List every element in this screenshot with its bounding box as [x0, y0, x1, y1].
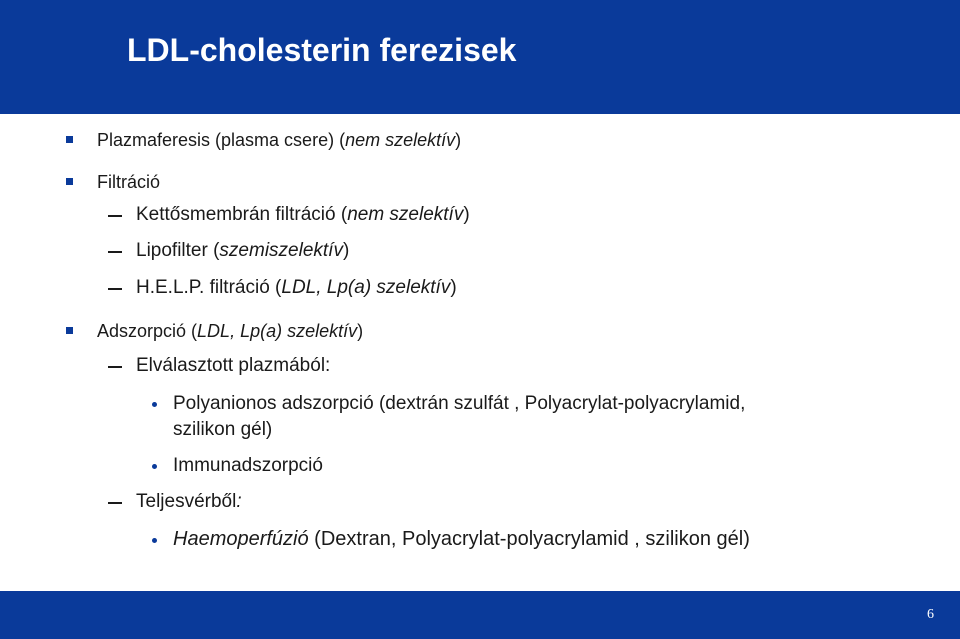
- subsubbullet-continuation: szilikon gél): [173, 419, 273, 440]
- subsubbullet-text: Immunadszorpció: [173, 455, 323, 476]
- dot-bullet-icon: [152, 402, 157, 407]
- bullet-text: Plazmaferesis (plasma csere) (nem szelektív): [97, 130, 462, 150]
- subbullet-text: Lipofilter (szemiszelektív): [136, 240, 350, 261]
- square-bullet-icon: [66, 178, 73, 185]
- page-number: 6: [927, 607, 934, 622]
- subsubbullet-text: Polyanionos adszorpció (dextrán szulfát , Polyacrylat-polyacrylamid,: [173, 393, 746, 414]
- subbullet-text: Kettősmembrán filtráció (nem szelektív): [136, 204, 470, 225]
- bullet-text: Adszorpció (LDL, Lp(a) szelektív): [97, 321, 364, 341]
- footer-bar: [0, 591, 960, 639]
- subbullet-text: H.E.L.P. filtráció (LDL, Lp(a) szelektív): [136, 277, 457, 298]
- square-bullet-icon: [66, 136, 73, 143]
- square-bullet-icon: [66, 327, 73, 334]
- subsubbullet-text: Haemoperfúzió (Dextran, Polyacrylat-polyacrylamid , szilikon gél): [173, 528, 750, 550]
- dash-bullet-icon: [108, 288, 122, 290]
- dash-bullet-icon: [108, 366, 122, 368]
- subbullet-text: Elválasztott plazmából:: [136, 355, 331, 376]
- slide-title: LDL-cholesterin ferezisek: [127, 32, 517, 68]
- subbullet-text: Teljesvérből:: [136, 491, 242, 512]
- title-bar: [0, 0, 960, 114]
- dot-bullet-icon: [152, 538, 157, 543]
- dash-bullet-icon: [108, 251, 122, 253]
- dash-bullet-icon: [108, 502, 122, 504]
- dash-bullet-icon: [108, 215, 122, 217]
- bullet-text: Filtráció: [97, 172, 161, 192]
- dot-bullet-icon: [152, 464, 157, 469]
